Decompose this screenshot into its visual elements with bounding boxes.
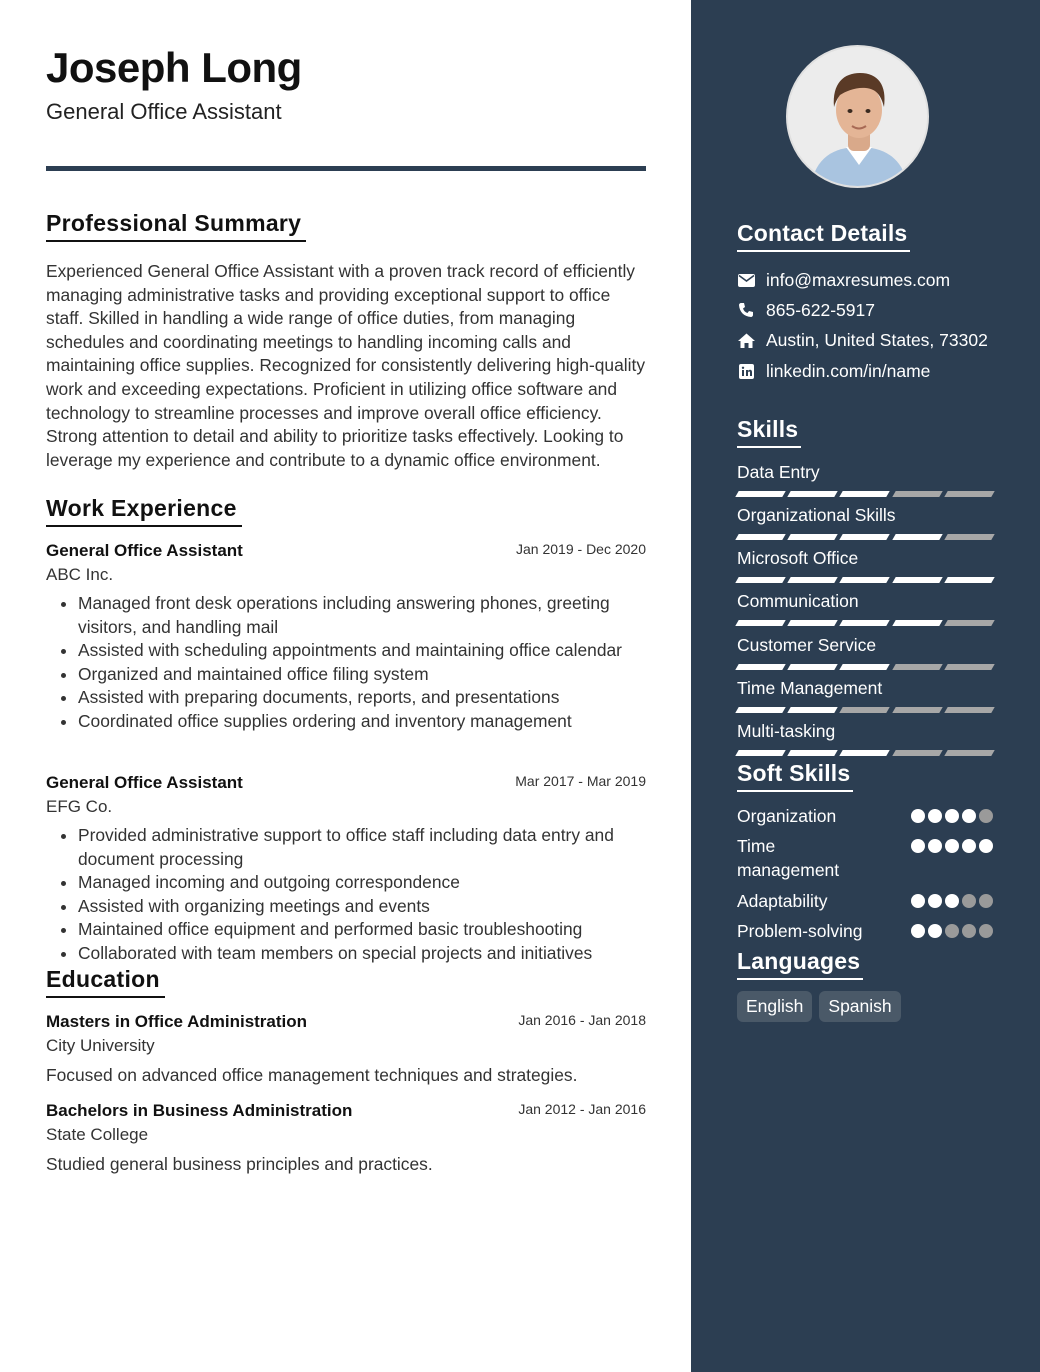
degree: Bachelors in Business Administration (46, 1101, 353, 1120)
skill-level-segment (944, 750, 995, 756)
contact-heading: Contact Details (737, 220, 910, 252)
work-heading: Work Experience (46, 495, 242, 527)
job-dates: Mar 2017 - Mar 2019 (515, 773, 646, 789)
skill-level-bars (737, 750, 993, 756)
skill-label: Multi-tasking (737, 721, 836, 741)
job-bullet: • Assisted with preparing documents, reports, and presentations (78, 686, 646, 710)
job-bullet: • Maintained office equipment and performed basic troubleshooting (78, 918, 646, 942)
skill-level-segment (892, 664, 943, 670)
phone-text: 865-622-5917 (766, 300, 875, 320)
job-bullet: • Collaborated with team members on special projects and initiatives (78, 942, 646, 966)
soft-skill-rating (911, 894, 993, 908)
job-bullet: • Assisted with scheduling appointments and maintaining office calendar (78, 639, 646, 663)
rating-dot (945, 809, 959, 823)
job-bullet: • Managed incoming and outgoing correspondence (78, 871, 646, 895)
skill-level-segment (840, 534, 891, 540)
skill-level-segment (892, 750, 943, 756)
skill-level-segment (892, 577, 943, 583)
skill-level-segment (840, 491, 891, 497)
soft-skill-item (737, 834, 993, 882)
soft-skill-item (737, 804, 993, 828)
job-role: General Office Assistant (46, 773, 243, 792)
contact-address (737, 328, 988, 352)
job-bullet: • Coordinated office supplies ordering and inventory management (78, 710, 646, 734)
work-entry (46, 771, 646, 966)
skill-level-segment (892, 620, 943, 626)
skills-heading: Skills (737, 416, 801, 448)
profile-photo (786, 45, 929, 188)
rating-dot (979, 839, 993, 853)
job-role: General Office Assistant (46, 541, 243, 560)
soft-skill-rating (911, 809, 993, 823)
soft-skill-label: Adaptability (737, 891, 828, 911)
rating-dot (962, 894, 976, 908)
job-company: EFG Co. (46, 797, 113, 816)
email-text: info@maxresumes.com (766, 270, 951, 290)
skill-level-segment (735, 534, 786, 540)
skill-item (737, 720, 993, 756)
soft-skill-item (737, 889, 993, 913)
skill-item (737, 677, 993, 713)
rating-dot (962, 839, 976, 853)
education-entry (46, 1010, 646, 1087)
candidate-name: Joseph Long (46, 44, 302, 91)
education-heading: Education (46, 966, 165, 998)
address-text: Austin, United States, 73302 (766, 330, 988, 350)
job-bullets (46, 592, 646, 734)
skill-level-bars (737, 620, 993, 626)
skill-level-segment (735, 707, 786, 713)
skill-level-segment (735, 491, 786, 497)
skill-level-bars (737, 664, 993, 670)
job-bullet: • Managed front desk operations including answering phones, greeting visitors, and handling mail (78, 592, 646, 639)
skill-level-segment (787, 664, 838, 670)
education-entry (46, 1099, 646, 1176)
skill-level-segment (735, 664, 786, 670)
phone-icon (737, 301, 755, 319)
skill-level-segment (735, 620, 786, 626)
linkedin-icon (737, 362, 755, 380)
soft-skill-label: Organization (737, 806, 837, 826)
skill-level-segment (944, 707, 995, 713)
skill-label: Organizational Skills (737, 505, 896, 525)
summary-heading: Professional Summary (46, 210, 306, 242)
rating-dot (962, 809, 976, 823)
linkedin-text: linkedin.com/in/name (766, 361, 931, 381)
skill-level-segment (892, 491, 943, 497)
work-entry (46, 539, 646, 734)
language-tag: English (737, 991, 812, 1022)
rating-dot (911, 839, 925, 853)
job-company: ABC Inc. (46, 565, 114, 584)
skill-label: Communication (737, 591, 859, 611)
school: State College (46, 1125, 149, 1144)
skill-level-bars (737, 534, 993, 540)
education-description: Focused on advanced office management techniques and strategies. (46, 1065, 578, 1085)
soft-skill-rating (911, 839, 993, 853)
languages-heading: Languages (737, 948, 863, 980)
rating-dot (962, 924, 976, 938)
rating-dot (928, 924, 942, 938)
rating-dot (945, 924, 959, 938)
skill-level-segment (944, 664, 995, 670)
skill-level-segment (944, 620, 995, 626)
skill-level-segment (787, 620, 838, 626)
rating-dot (911, 894, 925, 908)
skill-level-segment (735, 750, 786, 756)
skill-level-segment (840, 664, 891, 670)
skill-level-segment (787, 491, 838, 497)
skill-label: Microsoft Office (737, 548, 859, 568)
rating-dot (911, 924, 925, 938)
language-tag: Spanish (819, 991, 900, 1022)
rating-dot (979, 809, 993, 823)
skill-label: Data Entry (737, 462, 820, 482)
skill-level-segment (840, 577, 891, 583)
home-icon (737, 331, 755, 349)
rating-dot (945, 894, 959, 908)
languages-list (737, 991, 901, 1022)
skill-level-segment (944, 491, 995, 497)
skill-item (737, 504, 993, 540)
skill-label: Time Management (737, 678, 883, 698)
skill-level-bars (737, 707, 993, 713)
job-dates: Jan 2019 - Dec 2020 (516, 541, 646, 557)
rating-dot (928, 894, 942, 908)
skill-level-segment (787, 750, 838, 756)
summary-text: Experienced General Office Assistant with a proven track record of efficiently managing administrative tasks and providing exceptional support to office staff. Skilled in handling a wide range of office duties, from managing schedules and coordinating meetings to handling incoming calls and maintaining office supplies. Recognized for consistently delivering high-quality work and exceeding expectations. Proficient in utilizing office software and technology to streamline processes and improve overall office efficiency. Strong attention to detail and ability to prioritize tasks effectively. Looking to leverage my experience and contribute to a dynamic office environment. (46, 261, 646, 470)
skill-level-segment (735, 577, 786, 583)
job-bullet: • Provided administrative support to office staff including data entry and document processing (78, 824, 646, 871)
contact-linkedin[interactable] (737, 359, 930, 383)
skill-level-segment (840, 707, 891, 713)
skill-level-segment (944, 534, 995, 540)
rating-dot (928, 839, 942, 853)
soft-skill-label: Time management (737, 836, 840, 880)
contact-phone[interactable] (737, 298, 875, 322)
skill-level-segment (944, 577, 995, 583)
soft-skill-rating (911, 924, 993, 938)
skill-level-bars (737, 491, 993, 497)
education-dates: Jan 2016 - Jan 2018 (518, 1012, 646, 1028)
skill-label: Customer Service (737, 635, 877, 655)
education-description: Studied general business principles and practices. (46, 1154, 433, 1174)
skill-item (737, 590, 993, 626)
soft-skill-label: Problem-solving (737, 921, 863, 941)
skill-item (737, 547, 993, 583)
education-dates: Jan 2012 - Jan 2016 (518, 1101, 646, 1117)
rating-dot (911, 809, 925, 823)
skill-level-segment (892, 707, 943, 713)
rating-dot (928, 809, 942, 823)
skill-level-segment (892, 534, 943, 540)
school: City University (46, 1036, 155, 1055)
skill-level-bars (737, 577, 993, 583)
job-bullet: • Organized and maintained office filing system (78, 663, 646, 687)
job-bullets (46, 824, 646, 966)
envelope-icon (737, 271, 755, 289)
candidate-title: General Office Assistant (46, 99, 282, 124)
soft-skill-item (737, 919, 993, 943)
header-divider (46, 166, 646, 171)
rating-dot (979, 894, 993, 908)
skill-level-segment (787, 707, 838, 713)
skill-level-segment (787, 534, 838, 540)
rating-dot (979, 924, 993, 938)
rating-dot (945, 839, 959, 853)
skill-item (737, 634, 993, 670)
skill-item (737, 461, 993, 497)
job-bullet: • Assisted with organizing meetings and events (78, 895, 646, 919)
skill-level-segment (787, 577, 838, 583)
contact-email[interactable] (737, 268, 950, 292)
skill-level-segment (840, 750, 891, 756)
degree: Masters in Office Administration (46, 1012, 308, 1031)
skill-level-segment (840, 620, 891, 626)
soft-skills-heading: Soft Skills (737, 760, 853, 792)
